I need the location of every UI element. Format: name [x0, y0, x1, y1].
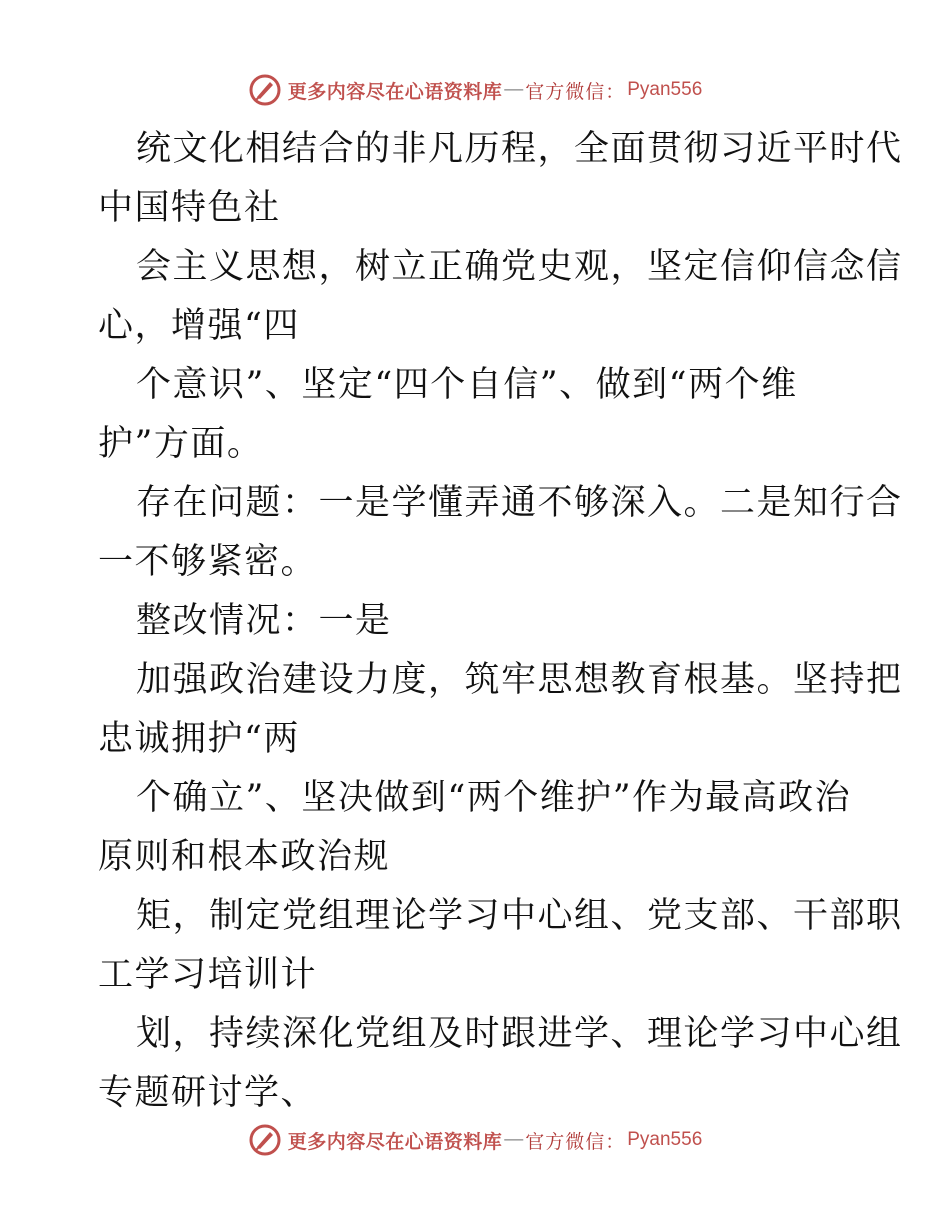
text-line: 护”方面。 [98, 424, 264, 464]
header-banner-title: 更多内容尽在心语资料库 [287, 81, 503, 103]
text-line: 心，增强“四 [98, 306, 300, 346]
header-banner-wechat-label: 官方微信： [525, 81, 626, 103]
text-line: 存在问题：一是学懂弄通不够深入。二是知行合 [136, 483, 903, 523]
quill-pen-logo-icon [248, 73, 282, 107]
document-body [98, 120, 903, 1123]
text-line: 会主义思想，树立正确党史观，坚定信仰信念信 [136, 247, 903, 287]
text-line: 原则和根本政治规 [98, 837, 391, 877]
text-line: 整改情况：一是 [136, 601, 392, 641]
quill-pen-logo-icon [248, 1123, 282, 1157]
header-banner-wechat-id: Pyan556 [627, 79, 703, 100]
text-line: 忠诚拥护“两 [98, 719, 300, 759]
text-line: 工学习培训计 [98, 955, 318, 995]
text-line: 一不够紧密。 [98, 542, 318, 582]
text-line: 加强政治建设力度，筑牢思想教育根基。坚持把 [136, 660, 903, 700]
text-line: 专题研讨学、 [98, 1073, 318, 1113]
text-line: 个确立”、坚决做到“两个维护”作为最高政治 [136, 778, 852, 818]
footer-banner-wechat-label: 官方微信： [525, 1131, 626, 1153]
text-line: 统文化相结合的非凡历程，全面贯彻习近平时代 [136, 129, 903, 169]
page-footer-banner [0, 1122, 950, 1158]
text-line: 矩，制定党组理论学习中心组、党支部、干部职 [136, 896, 903, 936]
text-line: 中国特色社 [98, 188, 281, 228]
footer-banner-dash: — [504, 1129, 524, 1150]
text-line: 个意识”、坚定“四个自信”、做到“两个维 [136, 365, 798, 405]
text-line: 划，持续深化党组及时跟进学、理论学习中心组 [136, 1014, 903, 1054]
page-header-banner [0, 72, 950, 108]
header-banner-dash: — [504, 79, 524, 100]
footer-banner-title: 更多内容尽在心语资料库 [287, 1131, 503, 1153]
footer-banner-wechat-id: Pyan556 [627, 1129, 703, 1150]
